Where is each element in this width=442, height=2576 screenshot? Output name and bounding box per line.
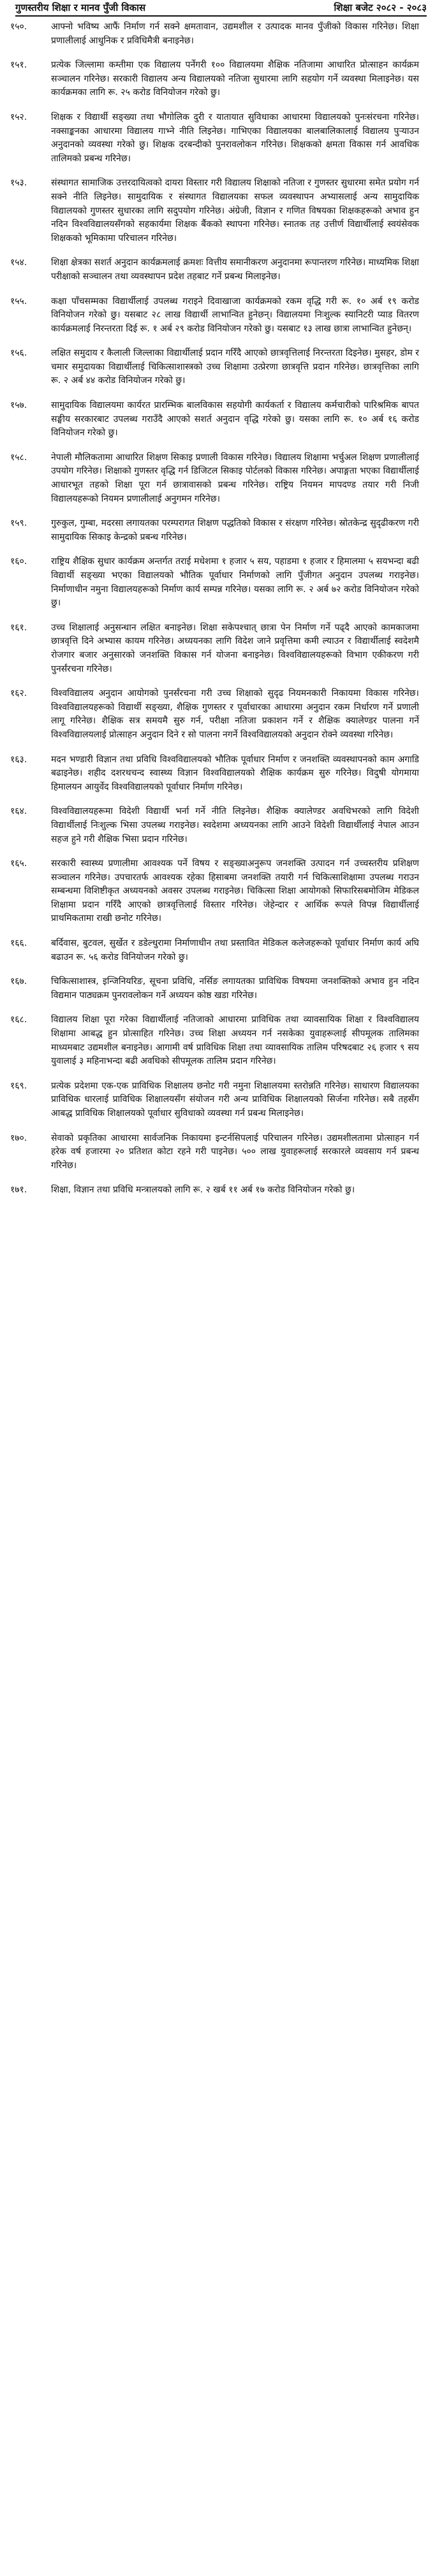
paragraph-150 bbox=[10, 20, 419, 48]
paragraph-number: १६२. bbox=[10, 688, 27, 699]
paragraph-151 bbox=[10, 59, 419, 100]
paragraph-number: १६७. bbox=[10, 976, 27, 987]
paragraph-154 bbox=[10, 256, 419, 284]
header-title: गुणस्तरीय शिक्षा र मानव पुँजी विकास bbox=[15, 2, 146, 13]
paragraph-number: १५२. bbox=[10, 112, 27, 122]
paragraph-text: गुरुकुल, गुम्बा, मदरसा लगायतका परम्परागत शिक्षण पद्धतिको विकास र संरक्षण गरिनेछ। स्रोतकेन्द्र सुदृढीकरण गरी सामुदायिक सिकाइ केन्द्रको प्रबन्ध गरिनेछ। bbox=[51, 518, 419, 542]
paragraph-text: प्रत्येक प्रदेशमा एक-एक प्राविधिक शिक्षालय छनोट गरी नमुना शिक्षालयमा स्तरोन्नति गरिनेछ। साधारण विद्यालयका प्राविधिक धारलाई प्राविधिक शिक्षालयसँग संयोजन गरी अन्य प्राविधिक शिक्षालयको सिर्जना गरिनेछ। सबै तहसँग आबद्ध प्राविधिक शिक्षालयको पूर्वाधार सुविधाको व्यवस्था गर्न प्रबन्ध मिलाइनेछ। bbox=[51, 1080, 419, 1118]
paragraph-number: १७०. bbox=[10, 1132, 27, 1143]
paragraph-number: १५१. bbox=[10, 60, 27, 71]
paragraph-text: शिक्षक र विद्यार्थी सङ्ख्या तथा भौगोलिक दुरी र यातायात सुविधाका आधारमा विद्यालयको पुनःसंरचना गरिनेछ। नक्साङ्कनका आधारमा विद्यालय गाभ्ने नीति लिइनेछ। गाभिएका विद्यालयका बालबालिकालाई विद्यालय पुर्‍याउन अनुदानको व्यवस्था गरेको छु। शिक्षक दरबन्दीको पुनरावलोकन गरिनेछ। शिक्षकको क्षमता विकास गर्न आवधिक तालिमको प्रबन्ध गरिनेछ। bbox=[51, 112, 419, 164]
paragraph-number: १५८. bbox=[10, 452, 27, 463]
paragraph-number: १६०. bbox=[10, 556, 27, 567]
paragraph-number: १५९. bbox=[10, 518, 27, 529]
paragraph-166 bbox=[10, 937, 419, 964]
paragraph-152 bbox=[10, 111, 419, 166]
paragraph-text: चिकित्साशास्त्र, इन्जिनियरिङ, सूचना प्रविधि, नर्सिङ लगायतका प्राविधिक विषयमा जनशक्तिको अभाव हुन नदिन विद्यमान पाठ्यक्रम पुनरावलोकन गर्ने अध्ययन कोष्ठ खडा गरिनेछ। bbox=[51, 976, 419, 1001]
paragraph-161 bbox=[10, 621, 419, 676]
paragraph-number: १६९. bbox=[10, 1080, 27, 1091]
paragraph-text: नेपाली मौलिकतामा आधारित शिक्षण सिकाइ प्रणाली विकास गरिनेछ। विद्यालय शिक्षामा भर्चुअल शिक्षण प्रणालीलाई उपयोग गरिनेछ। शिक्षाको गुणस्तर वृद्धि गर्न डिजिटल सिकाइ पोर्टलको विकास गरिनेछ। अपाङ्गता भएका विद्यार्थीलाई आधारभूत तहको शिक्षा पूरा गर्न छात्रावासको प्रबन्ध गरिनेछ। राष्ट्रिय नियमन मापदण्ड तयार गरी निजी विद्यालयहरूको नियमन प्रणालीलाई अनुगमन गरिनेछ। bbox=[51, 452, 419, 504]
paragraph-text: सरकारी स्वास्थ्य प्रणालीमा आवश्यक पर्ने विषय र सङ्ख्याअनुरूप जनशक्ति उत्पादन गर्न उच्चस्तरीय प्रशिक्षण सञ्चालन गरिनेछ। उपचारतर्फ आवश्यक रहेका हिसाबमा जनशक्ति तयारी गर्न चिकित्साशिक्षामा उपलब्ध गराउन सम्बन्धमा विशिष्टीकृत अध्ययनको अवसर उपलब्ध गराइनेछ। चिकित्सा शिक्षा आयोगको सिफारिसबमोजिम मेडिकल शिक्षामा प्रदान गरिँदै आएको छात्रवृत्तिलाई विस्तार गरिनेछ। जेहेन्दार र आर्थिक रूपले विपन्न विद्यार्थीलाई प्राथमिकतामा राखी छनोट गरिनेछ। bbox=[51, 858, 419, 924]
paragraph-text: विश्वविद्यालय अनुदान आयोगको पुनर्संरचना गरी उच्च शिक्षाको सुदृढ नियमनकारी निकायमा विकास गरिनेछ। विश्वविद्यालयहरूको विद्यार्थी सङ्ख्या, शैक्षिक गुणस्तर र पूर्वाधारका आधारमा अनुदान रकम निर्धारण गर्ने प्रणाली लागू गरिनेछ। शैक्षिक सत्र समयमै सुरु गर्न, परीक्षा नतिजा प्रकाशन गर्ने र शैक्षिक क्यालेण्डर पालना गर्ने विश्वविद्यालयलाई प्रोत्साहन अनुदान दिने र सो पालना नगर्ने विश्वविद्यालयको अनुदान रोक्ने व्यवस्था गरिनेछ। bbox=[51, 688, 419, 740]
paragraph-number: १६४. bbox=[10, 806, 27, 817]
paragraph-number: १५५. bbox=[10, 296, 27, 307]
paragraph-number: १५७. bbox=[10, 400, 27, 411]
paragraph-167 bbox=[10, 975, 419, 1002]
paragraph-number: १७१. bbox=[10, 1185, 27, 1196]
paragraph-text: शिक्षा क्षेत्रका सशर्त अनुदान कार्यक्रमलाई क्रमशः वित्तीय समानीकरण अनुदानमा रूपान्तरण गरिनेछ। माध्यमिक शिक्षा परीक्षाको सञ्चालन तथा व्यवस्थापन प्रदेश तहबाट गर्ने प्रबन्ध मिलाइनेछ। bbox=[51, 257, 419, 282]
page-header bbox=[15, 0, 427, 17]
paragraph-158 bbox=[10, 451, 419, 506]
paragraph-number: १६३. bbox=[10, 754, 27, 765]
paragraph-number: १५६. bbox=[10, 348, 27, 359]
paragraph-155 bbox=[10, 295, 419, 336]
paragraph-171 bbox=[10, 1183, 419, 1198]
paragraph-165 bbox=[10, 857, 419, 926]
paragraph-number: १५३. bbox=[10, 178, 27, 189]
paragraph-160 bbox=[10, 555, 419, 610]
header-budget-year: शिक्षा बजेट २०८२ - २०८३ bbox=[334, 2, 427, 13]
paragraph-number: १६५. bbox=[10, 858, 27, 869]
paragraph-number: १६६. bbox=[10, 938, 27, 949]
paragraph-168 bbox=[10, 1013, 419, 1068]
paragraph-text: कक्षा पाँचसम्मका विद्यार्थीलाई उपलब्ध गराइने दिवाखाजा कार्यक्रमको रकम वृद्धि गरी रू. १० अर्ब १९ करोड विनियोजन गरेको छु। यसबाट २८ लाख विद्यार्थी लाभान्वित हुनेछन्। विद्यालयमा निःशुल्क स्यानिटरी प्याड वितरण कार्यक्रमलाई निरन्तरता दिई रू. १ अर्ब २९ करोड विनियोजन गरेको छु। यसबाट १३ लाख छात्रा लाभान्वित हुनेछन्। bbox=[51, 296, 419, 334]
paragraph-156 bbox=[10, 347, 419, 388]
paragraph-text: मदन भण्डारी विज्ञान तथा प्रविधि विश्वविद्यालयको भौतिक पूर्वाधार निर्माण र जनशक्ति व्यवस्थापनको काम अगाडि बढाइनेछ। शहीद दशरथचन्द स्वास्थ्य विज्ञान विश्वविद्यालयको शैक्षिक कार्यक्रम सुरु गरिनेछ। विदुषी योगमाया हिमालयन आयुर्वेद विश्वविद्यालयको पूर्वाधार निर्माण गरिनेछ। bbox=[51, 754, 419, 792]
paragraph-text: विद्यालय शिक्षा पूरा गरेका विद्यार्थीलाई नतिजाको आधारमा प्राविधिक तथा व्यावसायिक शिक्षा र विश्वविद्यालय शिक्षामा आबद्ध हुन प्रोत्साहित गरिनेछ। उच्च शिक्षा अध्ययन गर्न नसकेका युवाहरूलाई सीपमूलक तालिमका माध्यमबाट उद्यमशील बनाइनेछ। आगामी वर्ष प्राविधिक शिक्षा तथा व्यावसायिक तालिम परिषदबाट २६ हजार ९ सय युवालाई ३ महिनाभन्दा बढी अवधिको सीपमूलक तालिम प्रदान गरिनेछ। bbox=[51, 1015, 419, 1067]
paragraph-text: प्रत्येक जिल्लामा कम्तीमा एक विद्यालय पर्नेगरी १०० विद्यालयमा शैक्षिक नतिजामा आधारित प्रोत्साहन कार्यक्रम सञ्चालन गरिनेछ। सरकारी विद्यालय अन्य विद्यालयको नतिजा सुधारमा लागि सहयोग गर्ने व्यवस्था मिलाइनेछ। यस कार्यक्रमका लागि रू. २५ करोड विनियोजन गरेको छु। bbox=[51, 60, 419, 98]
paragraph-162 bbox=[10, 687, 419, 742]
paragraph-number: १५०. bbox=[10, 22, 27, 32]
paragraph-159 bbox=[10, 517, 419, 544]
paragraph-153 bbox=[10, 177, 419, 245]
paragraph-text: लक्षित समुदाय र कैलाली जिल्लाका विद्यार्थीलाई प्रदान गरिँदै आएको छात्रवृत्तिलाई निरन्तरता दिइनेछ। मुसहर, डोम र चमार समुदायका विद्यार्थीलाई चिकित्साशास्त्रको उच्च शिक्षामा उत्प्रेरणा छात्रवृत्ति प्रदान गरिनेछ। छात्रवृत्तिका लागि रू. २ अर्ब ४४ करोड विनियोजन गरेको छु। bbox=[51, 348, 419, 386]
paragraph-number: १६८. bbox=[10, 1015, 27, 1025]
paragraph-text: सेवाको प्रकृतिका आधारमा सार्वजनिक निकायमा इन्टर्नसिपलाई परिचालन गरिनेछ। उद्यमशीलतामा प्रोत्साहन गर्न हरेक वर्ष हजारमा २० प्रतिशत कोटा रहने गरी पाइनेछ। ५०० लाख युवाहरूलाई सरकारले व्यवसाय गर्न प्रबन्ध गरिनेछ। bbox=[51, 1132, 419, 1171]
paragraph-169 bbox=[10, 1080, 419, 1121]
paragraph-text: उच्च शिक्षालाई अनुसन्धान लक्षित बनाइनेछ। शिक्षा सकेपश्चात् छात्रा पेन निर्माण गर्ने पढ्दै आएको कामकाजमा छात्रवृत्ति दिने अभ्यास कायम गरिनेछ। अध्ययनका लागि विदेश जाने प्रवृत्तिमा कमी ल्याउन र विद्यार्थीलाई स्वदेशमै रोजगार बजार अनुसारको जनशक्ति विकास गर्न योजना बनाइनेछ। विश्वविद्यालयहरूको विभाग एकीकरण गरी पुनर्संरचना गरिनेछ। bbox=[51, 622, 419, 674]
paragraph-text: विश्वविद्यालयहरूमा विदेशी विद्यार्थी भर्ना गर्ने नीति लिइनेछ। शैक्षिक क्यालेण्डर अवधिभरको लागि विदेशी विद्यार्थीलाई निःशुल्क भिसा उपलब्ध गराइनेछ। स्वदेशमा अध्ययनका लागि आउने विदेशी विद्यार्थीलाई नेपाल आउन सहज हुने गरी शैक्षिक भिसा प्रदान गरिनेछ। bbox=[51, 806, 419, 844]
paragraph-text: सामुदायिक विद्यालयमा कार्यरत प्रारम्भिक बालविकास सहयोगी कार्यकर्ता र विद्यालय कर्मचारीको पारिश्रमिक बापत सङ्घीय सरकारबाट उपलब्ध गराउँदै आएको सशर्त अनुदान वृद्धि गरेको छु। यसका लागि रू. १० अर्ब १६ करोड विनियोजन गरेको छु। bbox=[51, 400, 419, 438]
paragraph-text: शिक्षा, विज्ञान तथा प्रविधि मन्त्रालयको लागि रू. २ खर्ब ११ अर्ब १७ करोड विनियोजन गरेको छु। bbox=[51, 1185, 355, 1196]
paragraph-170 bbox=[10, 1132, 419, 1173]
paragraph-number: १६१. bbox=[10, 622, 27, 633]
paragraph-text: राष्ट्रिय शैक्षिक सुधार कार्यक्रम अन्तर्गत तराई मधेशमा १ हजार ५ सय, पहाडमा १ हजार र हिमालमा ५ सयभन्दा बढी विद्यार्थी सङ्ख्या भएका विद्यालयको भौतिक पूर्वाधार निर्माणको लागि पुँजीगत अनुदान उपलब्ध गराइनेछ। निर्माणाधीन नमुना विद्यालयहरूको निर्माण कार्य सम्पन्न गरिनेछ। यसका लागि रू. २ अर्ब ७२ करोड विनियोजन गरेको छु। bbox=[51, 556, 419, 609]
paragraph-text: संस्थागत सामाजिक उत्तरदायित्वको दायरा विस्तार गरी विद्यालय शिक्षाको नतिजा र गुणस्तर सुधारमा समेत प्रयोग गर्न सक्ने नीति लिइनेछ। सामुदायिक र संस्थागत विद्यालयका सफल व्यवस्थापन अभ्यासलाई अन्य सामुदायिक विद्यालयको गुणस्तर सुधारका लागि सदुपयोग गरिनेछ। अंग्रेजी, विज्ञान र गणित विषयका शिक्षकहरूको अभाव हुन नदिन विश्वविद्यालयसँगको सहकार्यमा शिक्षक बैंकको स्थापना गरिनेछ। स्नातक तह उत्तीर्ण विद्यार्थीलाई स्वयंसेवक शिक्षकको भूमिकामा परिचालन गरिनेछ। bbox=[51, 178, 419, 243]
paragraph-157 bbox=[10, 399, 419, 440]
paragraph-164 bbox=[10, 805, 419, 846]
paragraph-text: बर्दिवास, बुटवल, सुर्खेत र डडेल्धुरामा निर्माणाधीन तथा प्रस्तावित मेडिकल कलेजहरूको पूर्वाधार निर्माण कार्य अघि बढाउन रू. ५६ करोड विनियोजन गरेको छु। bbox=[51, 938, 419, 962]
paragraph-text: आफ्नो भविष्य आफैं निर्माण गर्न सक्ने क्षमतावान, उद्यमशील र उत्पादक मानव पुँजीको विकास गरिनेछ। शिक्षा प्रणालीलाई आधुनिक र प्रविधिमैत्री बनाइनेछ। bbox=[51, 22, 419, 46]
paragraph-163 bbox=[10, 753, 419, 795]
paragraph-number: १५४. bbox=[10, 257, 27, 268]
